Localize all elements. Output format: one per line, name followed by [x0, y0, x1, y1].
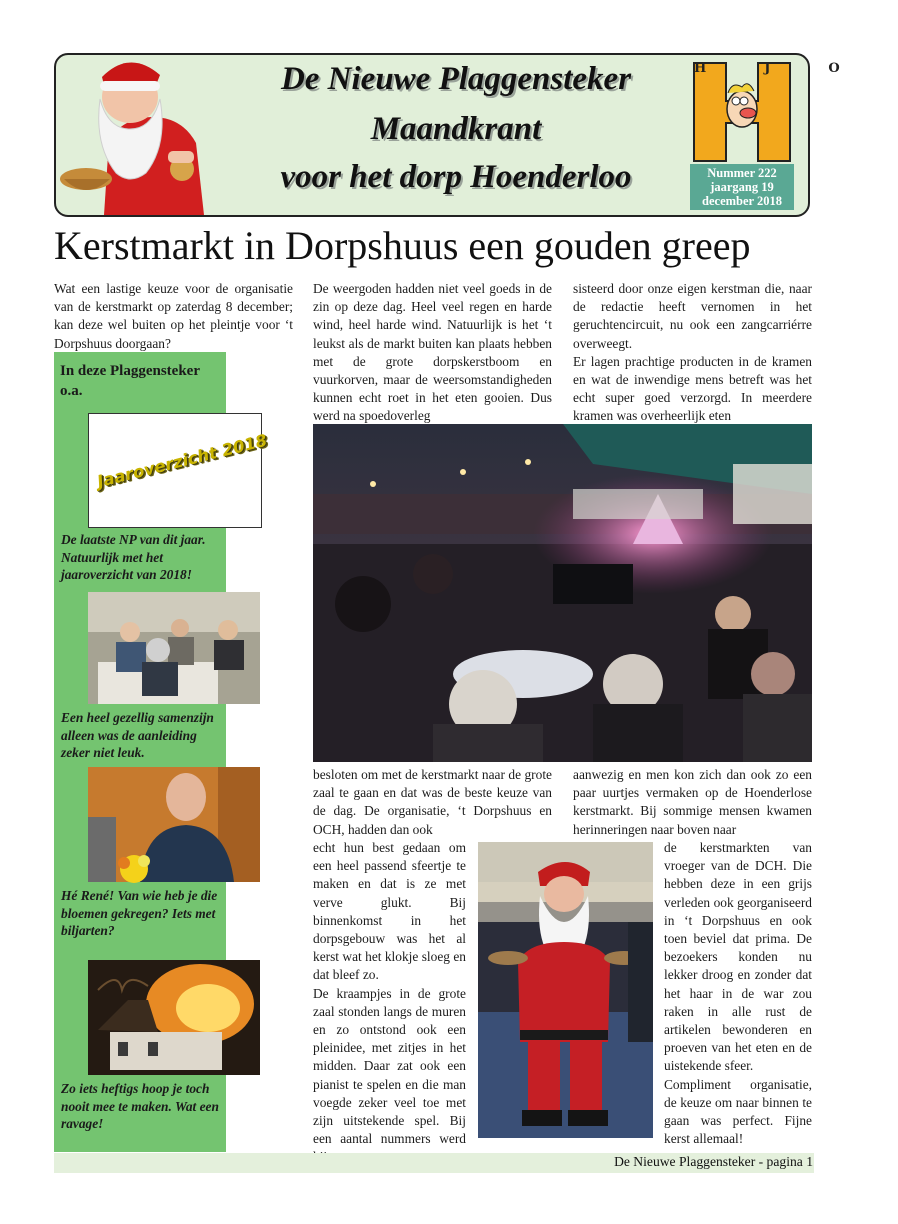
sidebar-title: In deze Plaggensteker o.a.: [60, 363, 200, 399]
issue-date: december 2018: [702, 194, 782, 208]
article-col1-intro: [54, 280, 293, 353]
article-col2-bottom-narrow: [313, 839, 466, 1167]
sidebar-caption-1: De laatste NP van dit jaar. Natuurlijk met het jaaroverzicht van 2018!: [61, 532, 206, 583]
masthead-line-1: De Nieuwe Plaggensteker: [280, 61, 632, 97]
article-col3-bottom-wide: [573, 766, 812, 839]
article-col3-top: [573, 280, 812, 426]
page-footer: De Nieuwe Plaggensteker - pagina 1: [614, 1154, 813, 1169]
sidebar-caption-3: Hé René! Van wie heb je die bloemen gekregen? Iets met biljarten?: [61, 888, 218, 939]
main-photo-kerstmarkt[interactable]: [313, 424, 812, 762]
masthead-line-2: Maandkrant: [370, 111, 542, 147]
jaaroverzicht-wordart: Jaaroverzicht 2018: [95, 430, 269, 492]
sidebar-caption-4: Zo iets heftigs hoop je toch nooit mee te maken. Wat een ravage!: [61, 1081, 219, 1132]
page-headline: Kerstmarkt in Dorpshuus een gouden greep: [54, 223, 751, 268]
article-paragraph: De kraampjes in de grote zaal stonden langs de muren en zo ontstond ook een pleinidee, met zitjes in het midden. Daar zat ook een pianist te spelen en die man voegde zeker veel toe met zijn uitstekende spel. Bij een aantal nummers werd: [313, 985, 466, 1147]
article-col3-bottom-narrow: [664, 839, 812, 1148]
logo-letters: HJO: [694, 61, 898, 76]
article-paragraph: Wat een lastige keuze voor de organisatie van de kerstmarkt op zaterdag 8 december; kan deze wel buiten op het pleintje voor ‘t Dorpshuus doorgaan?: [54, 281, 293, 351]
article-paragraph: aanwezig en men kon zich dan ook zo een paar uurtjes vermaken op de Hoenderlose kerstmarkt. Bij sommige mensen kwamen herinneringen naar boven naar: [573, 767, 812, 837]
sidebar-thumbnail-jaaroverzicht[interactable]: [88, 413, 269, 528]
issue-box: [690, 164, 794, 210]
photo-kerstman[interactable]: [478, 842, 653, 1138]
article-paragraph: Er lagen prachtige producten in de kramen en wat de inwendige mens betreft was het echt super goed verzorgd. In meerdere kramen was overheerlijk eten: [573, 353, 812, 424]
sidebar-caption-2: Een heel gezellig samenzijn alleen was de aanleiding zeker niet leuk.: [61, 710, 214, 761]
kerstman-photo-art: [478, 842, 653, 1138]
rene-photo-art: [88, 767, 260, 882]
article-paragraph: De weergoden hadden niet veel goeds in de zin op deze dag. Heel veel regen en harde wind, heel harde wind. Natuurlijk is het ‘t leukst als de markt buiten kan plaats hebben met de grote dorpskerstboom en vuurkorven, maar de weersomstandigheden kunnen echt roet in het eten gooien. Dus werd na spoedoverleg: [313, 281, 552, 424]
sidebar-photo-fire[interactable]: [88, 960, 260, 1075]
issue-number: Nummer 222: [707, 166, 777, 180]
article-paragraph: de kerstmarkten van vroeger van de DCH. Die hebben deze in een grijs verleden ook georganiseerd in ‘t Dorpshuus en ook toen beviel dat prima. De bezoekers konden nu lekker droog en zonder dat het haar in de war zou raken in alle rust de artikelen bewonderen en proeven van het eten en de uistekende sfeer.: [664, 840, 812, 1074]
article-paragraph: echt hun best gedaan om een heel passend sfeertje te maken en dat is ze met verve glukt. Bij binnenkomst in het dorpsgebouw was het al kerst wat het klokje sloeg en dat bleef zo.: [313, 840, 466, 983]
article-col2-bottom-wide: [313, 766, 552, 839]
article-col2-top: [313, 280, 552, 426]
masthead-line-3: voor het dorp Hoenderloo: [280, 159, 632, 195]
article-paragraph: Compliment organisatie, de keuze om naar binnen te gaan was perfect. Fijne kerst allemaal!: [664, 1076, 812, 1147]
article-paragraph: sisteerd door onze eigen kerstman die, naar de redactie heeft vernomen in het geruchtencircuit, nu ook een zangcarriérre overweegt.: [573, 281, 812, 351]
sidebar-photo-gathering[interactable]: [88, 592, 260, 704]
kerstmarkt-photo-art: [313, 424, 812, 762]
issue-volume: jaargang 19: [710, 180, 774, 194]
article-paragraph: besloten om met de kerstmarkt naar de grote zaal te gaan en dat was de beste keuze van de dag. De organisatie, ‘t Dorpshuus en OCH, hadden dan ook: [313, 767, 552, 837]
fire-photo-art: [88, 960, 260, 1075]
gathering-photo-art: [88, 592, 260, 704]
sidebar-photo-rene[interactable]: [88, 767, 260, 882]
